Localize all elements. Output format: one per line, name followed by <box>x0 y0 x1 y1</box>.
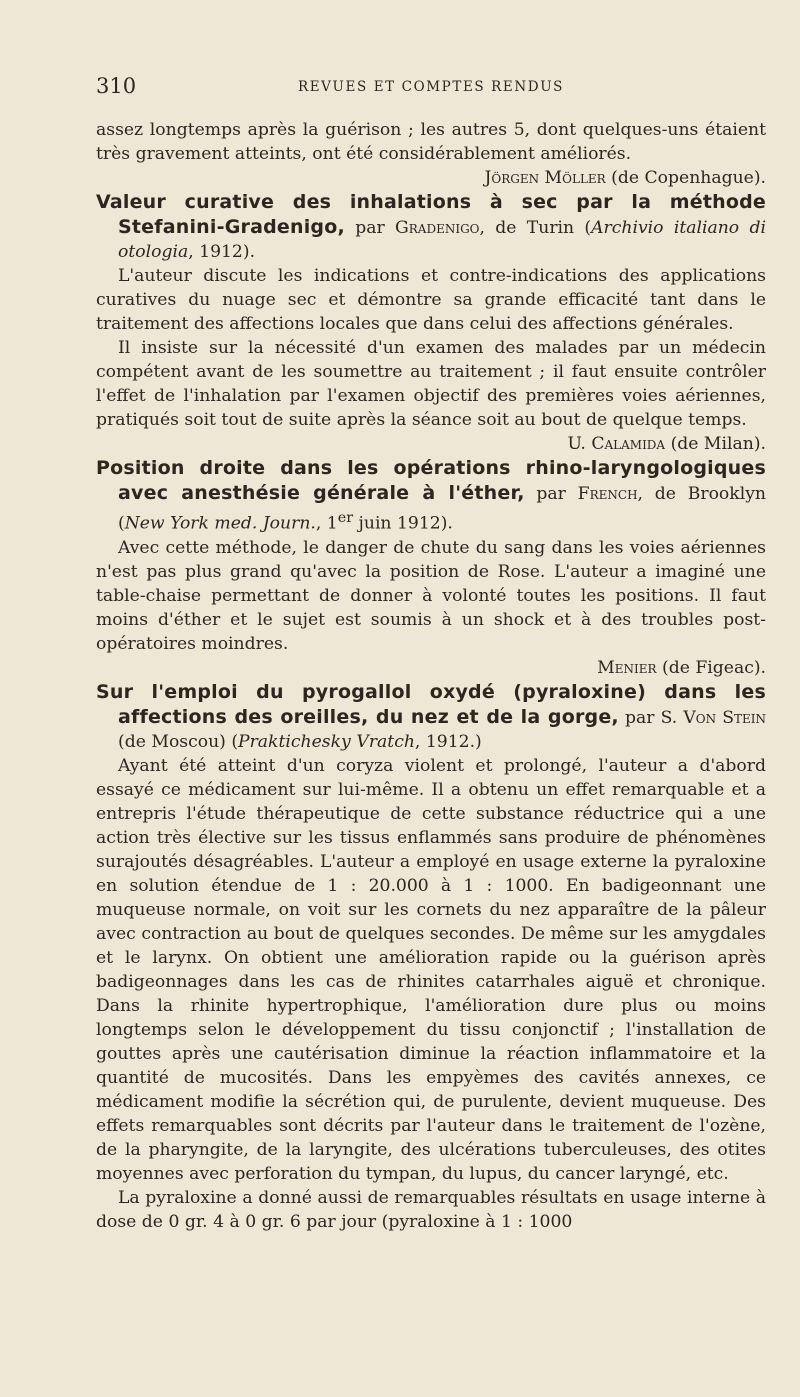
running-title: REVUES ET COMPTES RENDUS <box>297 79 565 95</box>
signature-name: U. Calamida <box>567 434 666 454</box>
signature <box>96 432 766 456</box>
journal-name: Archivio italiano di otologia <box>118 218 766 262</box>
page-body <box>96 118 766 1234</box>
paragraph: Avec cette méthode, le danger de chute du sang dans les voies aériennes n'est pas plus grand qu'avec la position de Rose. L'auteur a imaginé une table-chaise permettant de donner à volonté toutes les positions. Il faut moins d'éther et le sujet est soumis à un shock et à des troubles post-opératoires moindres. <box>96 537 766 654</box>
article-heading: Sur l'emploi du pyrogallol oxydé (pyraloxine) dans les affections des oreilles, du nez et de la gorge, par S. Von Stein (de Moscou) (Prakticheskу Vratch, 1912.) <box>96 680 767 752</box>
article-author: Gradenigo <box>395 218 480 238</box>
page-number: 310 <box>96 74 137 98</box>
paragraph: La pyraloxine a donné aussi de remarquables résultats en usage interne à dose de 0 gr. 4 à 0 gr. 6 par jour (pyraloxine à 1 : 1000 <box>96 1187 766 1232</box>
journal-name: Prakticheskу Vratch <box>238 731 415 752</box>
paragraph: L'auteur discute les indications et contre-indications des applications curatives du nuage sec et démontre sa grande efficacité tant dans le traitement des affections locales que dans celui des affections générales. <box>96 266 766 334</box>
signature-name: Menier <box>597 657 657 678</box>
paragraph: Il insiste sur la nécessité d'un examen des malades par un médecin compétent avant de les soumettre au traitement ; il faut ensuite contrôler l'effet de l'inhalation par l'examen objectif des premières voies aériennes, pratiqués soit tout de suite après la séance soit au bout de quelque temps. <box>96 338 766 430</box>
paragraph: assez longtemps après la guérison ; les autres 5, dont quelques-uns étaient très gravement atteints, ont été considérablement améliorés. <box>96 120 766 164</box>
article-author: French <box>577 484 638 504</box>
article-title: Valeur curative des inhalations à sec par la méthode Stefanini-Gradenigo, <box>96 191 766 238</box>
signature-place: (de Figeac). <box>656 657 766 678</box>
page-header <box>96 74 766 104</box>
article-author: Von Stein <box>683 707 767 728</box>
journal-name: New York med. Journ. <box>124 513 316 534</box>
article-title: Position droite dans les opérations rhino-laryngologiques avec anesthésie générale à l'éther, <box>96 457 766 504</box>
signature <box>96 166 766 190</box>
article-title: Sur l'emploi du pyrogallol oxydé (pyraloxine) dans les affections des oreilles, du nez et de la gorge, <box>96 680 766 728</box>
paragraph: Ayant été atteint d'un coryza violent et prolongé, l'auteur a d'abord essayé ce médicament sur lui-même. Il a obtenu un effet remarquable et a entrepris l'étude thérapeutique de cette substance réductrice qui a une action très élective sur les tissus enflammés sans produire de phénomènes surajoutés désagréables. L'auteur a employé en usage externe la pyraloxine en solution étendue de 1 : 20.000 à 1 : 1000. En badigeonnant une muqueuse normale, on voit sur les cornets du nez apparaître de la pâleur avec contraction au bout de quelques secondes. De même sur les amygdales et le larynx. On obtient une amélioration rapide ou la guérison après badigeonnages dans les cas de rhinites catarrhales aiguë et chronique. Dans la rhinite hypertrophique, l'amélioration dure plus ou moins longtemps selon le développement du tissu conjonctif ; l'installation de gouttes après une cautérisation diminue la réaction inflammatoire et la quantité de mucosités. Dans les empyèmes des cavités annexes, ce médicament modifie la sécrétion qui, de purulente, devient muqueuse. Des effets remarquables sont décrits par l'auteur dans le traitement de l'ozène, de la pharyngite, de la laryngite, des ulcérations tuberculeuses, des otites moyennes avec perforation du tympan, du lupus, du cancer laryngé, etc. <box>96 755 766 1184</box>
signature-place: (de Milan). <box>665 434 766 454</box>
article-heading: Position droite dans les opérations rhino-laryngologiques avec anesthésie générale à l'éther, par French, de Brooklyn (New York med. Journ., 1er juin 1912). <box>96 457 766 534</box>
signature <box>96 656 766 680</box>
article-heading: Valeur curative des inhalations à sec par la méthode Stefanini-Gradenigo, par Gradenigo, de Turin (Archivio italiano di otologia, 1912). <box>96 191 766 262</box>
signature-place: (de Copenhague). <box>605 168 766 188</box>
signature-name: Jörgen Möller <box>484 168 606 188</box>
